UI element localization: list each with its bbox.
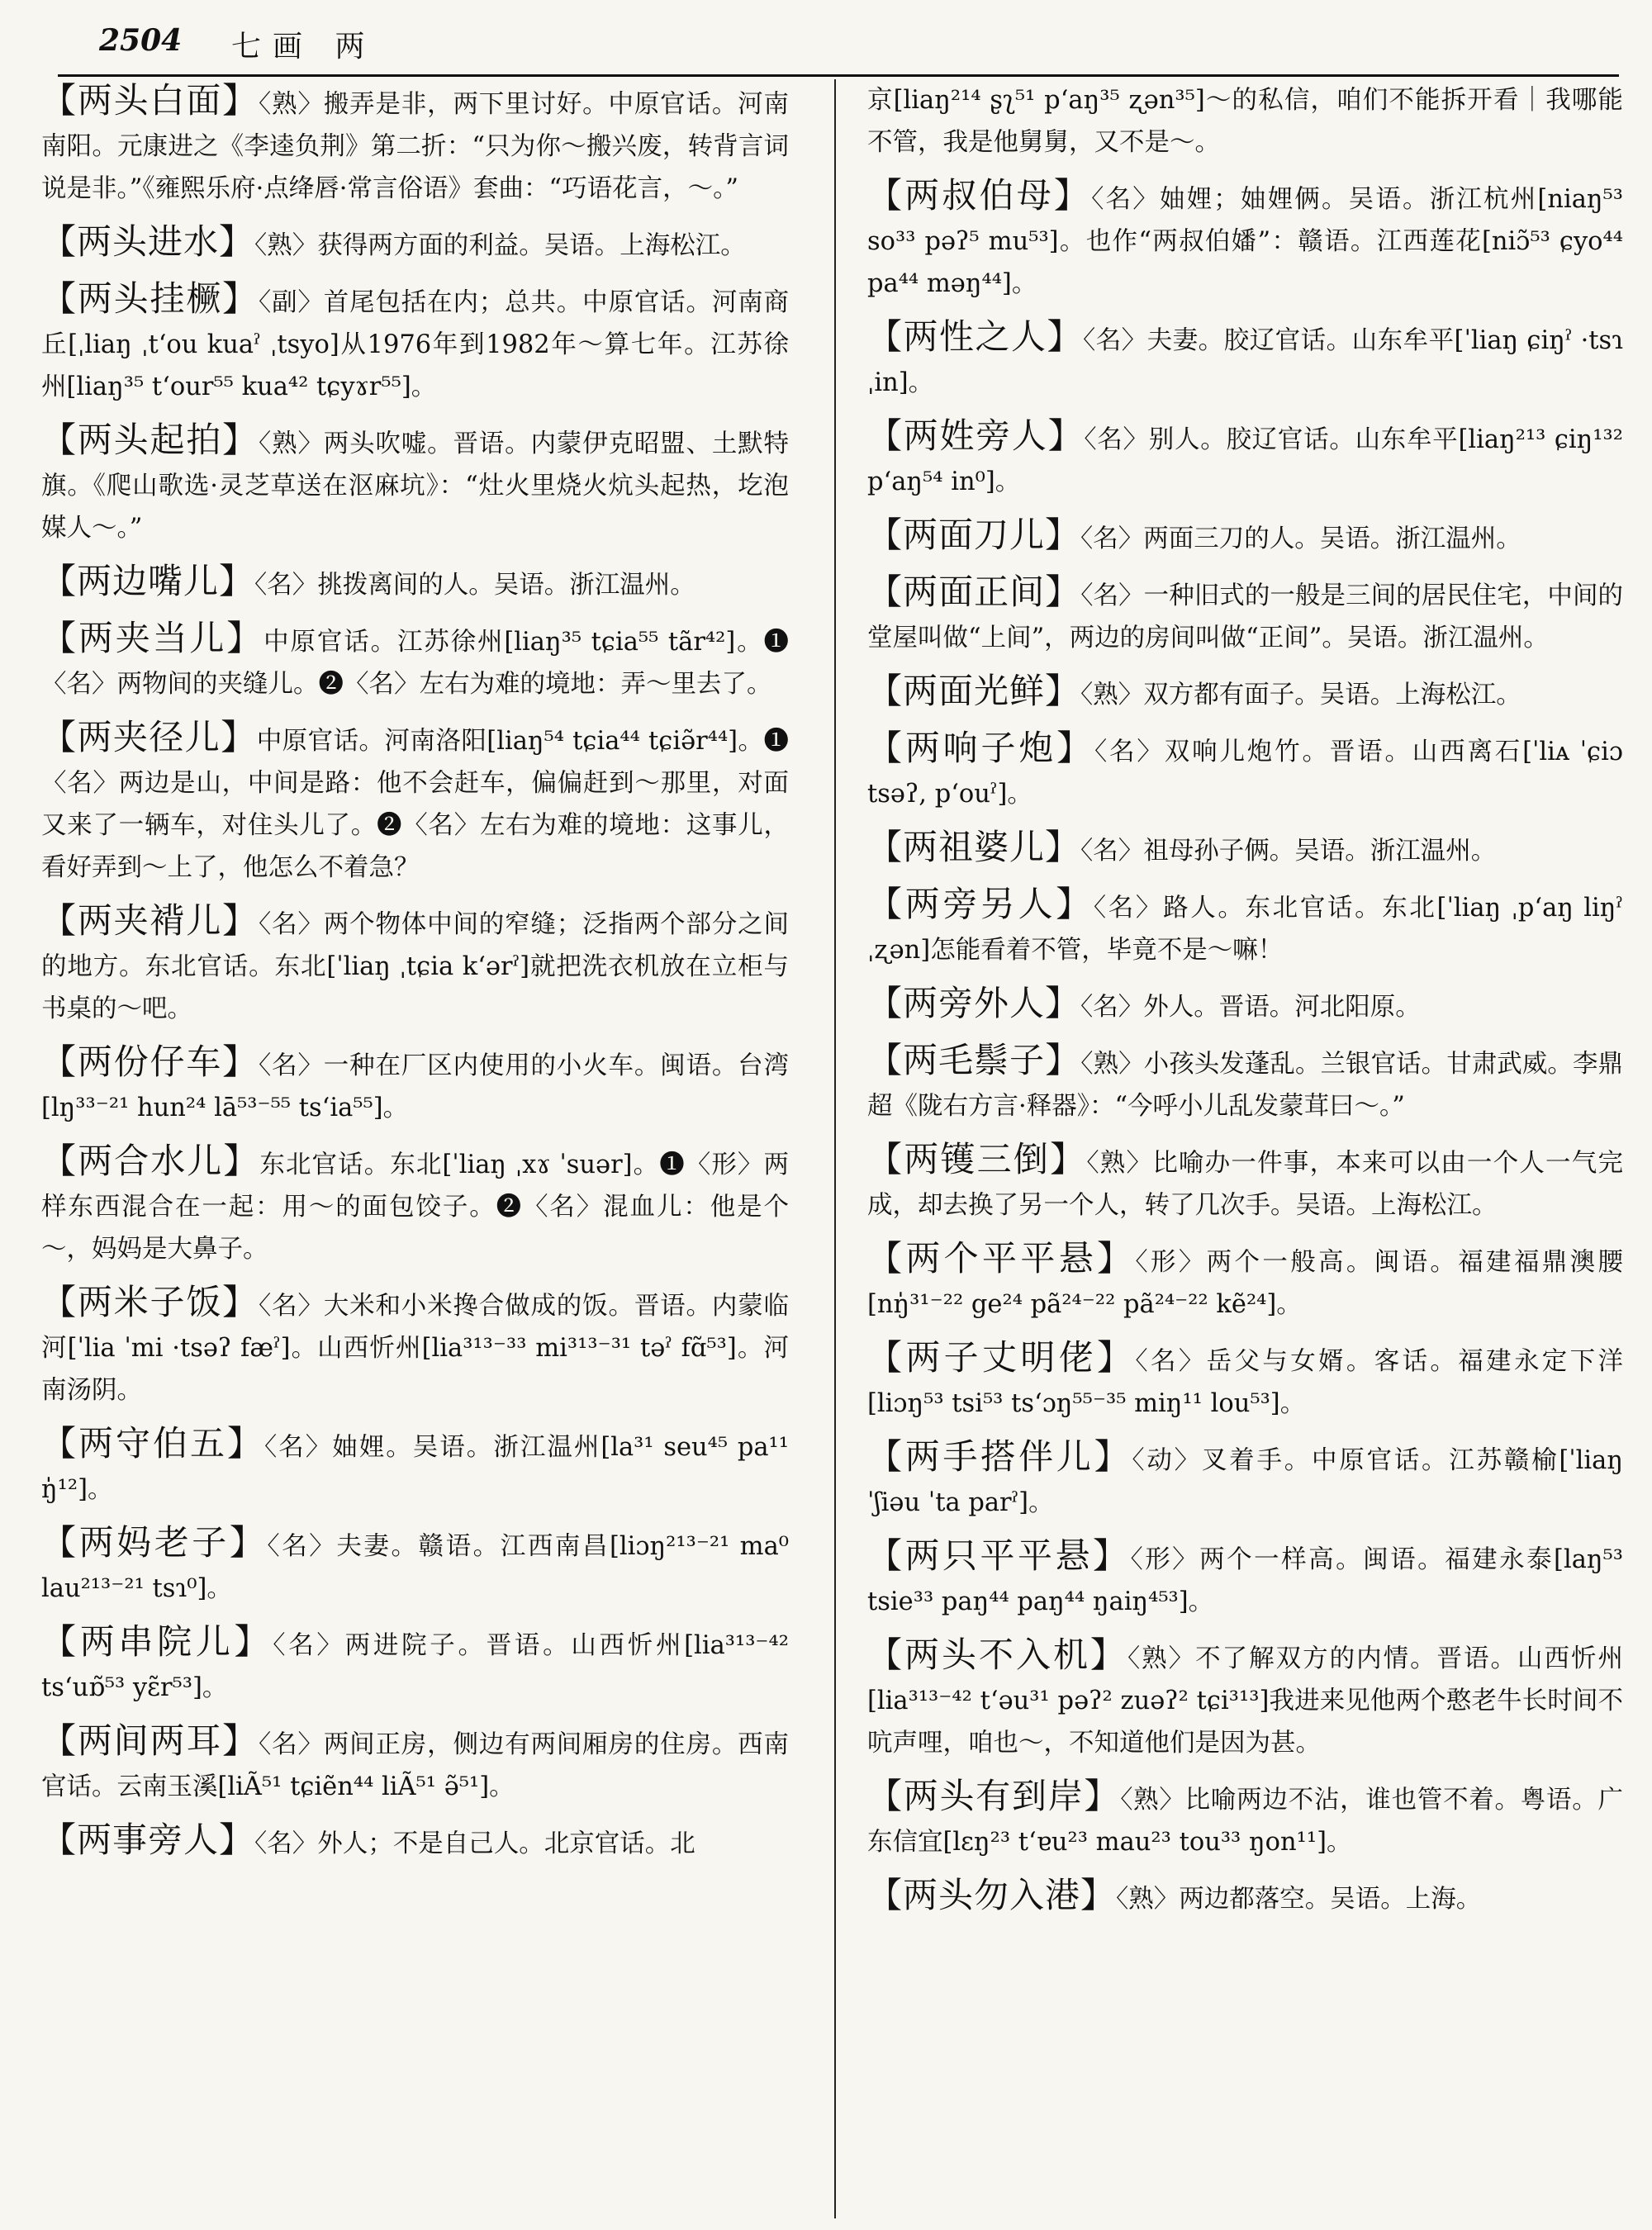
dictionary-entry <box>41 899 789 1030</box>
entry-definition: 〈名〉两个物体中间的窄缝；泛指两个部分之间的地方。东北官话。东北[ˈliaŋ ˌtɕia k‘ərˀ]就把洗衣机放在立柜与书桌的～吧。 <box>41 910 789 1023</box>
entry-headword: 【两妈老子】 <box>41 1522 268 1563</box>
entry-definition: 〈熟〉两边都落空。吴语。上海。 <box>1116 1885 1482 1914</box>
dictionary-entry <box>867 1237 1623 1326</box>
entry-definition: 〈副〉首尾包括在内；总共。中原官话。河南商丘[ˌliaŋ ˌt‘ou kuaˀ ˌtsyo]从1976年到1982年～算七年。江苏徐州[liaŋ³⁵ t‘our⁵⁵ kua⁴² tɕyɤr⁵⁵]。 <box>41 288 789 401</box>
dictionary-entry <box>41 1620 789 1709</box>
entry-definition: 〈熟〉搬弄是非，两下里讨好。中原官话。河南南阳。元康进之《李逵负荆》第二折：“只为你～搬兴废，转背言词说是非。”《雍熙乐府·点绛唇·常言俗语》套曲：“巧语花言，～。” <box>41 90 789 203</box>
entry-definition: 〈名〉两间正房，侧边有两间厢房的住房。西南官话。云南玉溪[liÃ⁵¹ tɕiẽn⁴⁴ liÃ⁵¹ ə̃⁵¹]。 <box>41 1730 789 1801</box>
entry-headword: 【两响子炮】 <box>867 728 1095 768</box>
dictionary-entry <box>41 419 789 549</box>
entry-definition: 中原官话。江苏徐州[liaŋ³⁵ tɕia⁵⁵ tãr⁴²]。❶〈名〉两物间的夹缝儿。❷〈名〉左右为难的境地：弄～里去了。 <box>41 628 789 699</box>
column-divider <box>834 79 836 2218</box>
entry-headword: 【两毛鬃子】 <box>867 1040 1081 1080</box>
entry-definition: 〈名〉夫妻。胶辽官话。山东牟平[ˈliaŋ ɕiŋˀ ·tsɿ ˌin]。 <box>867 326 1623 397</box>
entry-definition: 〈名〉外人；不是自己人。北京官话。北 <box>254 1829 695 1858</box>
entry-definition: 〈名〉双响儿炮竹。晋语。山西离石[ˈliᴀ ˈɕiɔ tsəʔ, p‘ouˀ]。 <box>867 738 1623 809</box>
entry-headword: 【两头勿入港】 <box>867 1875 1117 1915</box>
entry-headword: 【两旁外人】 <box>867 983 1081 1023</box>
entry-headword: 【两份仔车】 <box>41 1041 259 1082</box>
dictionary-entry <box>41 278 789 408</box>
dictionary-entry <box>41 1281 789 1412</box>
entry-headword: 【两头进水】 <box>41 221 255 262</box>
entry-definition: 〈熟〉获得两方面的利益。吴语。上海松江。 <box>254 231 746 260</box>
entry-definition: 〈名〉两面三刀的人。吴语。浙江温州。 <box>1080 524 1521 553</box>
dictionary-entry <box>867 571 1623 659</box>
entry-definition: 〈名〉挑拨离间的人。吴语。浙江温州。 <box>254 571 695 600</box>
entry-headword: 【两米子饭】 <box>41 1282 259 1322</box>
entry-headword: 【两性之人】 <box>867 316 1083 357</box>
entry-definition: 〈名〉外人。晋语。河北阳原。 <box>1080 993 1421 1022</box>
dictionary-entry <box>41 221 789 267</box>
entry-headword: 【两叔伯母】 <box>867 175 1092 216</box>
entry-headword: 【两间两耳】 <box>41 1720 259 1761</box>
dictionary-entry <box>867 883 1623 971</box>
dictionary-entry <box>41 1819 789 1865</box>
entry-definition: 东北官话。东北[ˈliaŋ ˌxɤ ˈsuər]。❶〈形〉两样东西混合在一起：用～的面包饺子。❷〈名〉混血儿：他是个～，妈妈是大鼻子。 <box>41 1151 789 1264</box>
entry-definition: 〈名〉妯娌；妯娌俩。吴语。浙江杭州[niaŋ⁵³ so³³ pəʔ⁵ mu⁵³]。也作“两叔伯嬏”：赣语。江西莲花[niɔ̃⁵³ ɕyo⁴⁴ pa⁴⁴ məŋ⁴⁴]。 <box>867 185 1623 298</box>
entry-definition: 〈熟〉不了解双方的内情。晋语。山西忻州[lia³¹³⁻⁴² t‘əu³¹ pəʔ² zuəʔ² tɕi³¹³]我进来见他两个憨老牛长时间不吭声哩，咱也～，不知道他们是因为甚。 <box>867 1644 1623 1758</box>
entry-definition: 〈熟〉两头吹嘘。晋语。内蒙伊克昭盟、土默特旗。《爬山歌选·灵芝草送在沤麻坑》：“灶火里烧火炕头起热，圪泡媒人～。” <box>41 429 789 543</box>
entry-headword: 【两祖婆儿】 <box>867 827 1081 867</box>
entry-headword: 【两头挂橛】 <box>41 278 259 319</box>
entry-continuation: 京[liaŋ²¹⁴ ʂʅ⁵¹ p‘aŋ³⁵ ʐən³⁵]～的私信，咱们不能拆开看｜我哪能不管，我是他舅舅，又不是～。 <box>867 86 1623 157</box>
dictionary-entry <box>867 1039 1623 1127</box>
entry-headword: 【两旁另人】 <box>867 884 1094 924</box>
entry-headword: 【两子丈明佬】 <box>867 1337 1136 1378</box>
dictionary-entry <box>867 1435 1623 1524</box>
entry-headword: 【两头有到岸】 <box>867 1776 1121 1816</box>
dictionary-entry <box>867 1874 1623 1920</box>
entry-definition: 〈动〉叉着手。中原官话。江苏赣榆[ˈliaŋ ˈʃiəu ˈta parˀ]。 <box>867 1446 1623 1517</box>
entry-headword: 【两串院儿】 <box>41 1621 273 1662</box>
entry-headword: 【两夹径儿】 <box>41 717 257 757</box>
right-column <box>867 79 1623 2230</box>
entry-headword: 【两守伯五】 <box>41 1423 265 1464</box>
dictionary-entry <box>41 79 789 210</box>
entry-headword: 【两边嘴儿】 <box>41 561 255 601</box>
entry-headword: 【两头起拍】 <box>41 420 259 460</box>
entry-definition: 〈名〉妯娌。吴语。浙江温州[la³¹ seu⁴⁵ pa¹¹ ŋ̍¹²]。 <box>41 1433 789 1504</box>
page-number: 2504 <box>99 23 183 58</box>
entry-definition: 〈熟〉比喻两边不沾，谁也管不着。粤语。广东信宜[lɛŋ²³ t‘ɐu²³ mau²³ tou³³ ŋon¹¹]。 <box>867 1786 1623 1857</box>
dictionary-entry <box>867 1138 1623 1226</box>
entry-headword: 【两事旁人】 <box>41 1820 255 1860</box>
dictionary-entry <box>867 1336 1623 1425</box>
entry-definition: 〈名〉别人。胶辽官话。山东牟平[liaŋ²¹³ ɕiŋ¹³² p‘aŋ⁵⁴ in⁰]。 <box>867 425 1623 496</box>
entry-headword: 【两面光鲜】 <box>867 671 1081 711</box>
dictionary-entry <box>41 1720 789 1808</box>
entry-headword: 【两镬三倒】 <box>867 1139 1087 1179</box>
entry-headword: 【两手搭伴儿】 <box>867 1436 1132 1477</box>
dictionary-entry <box>41 716 789 889</box>
entry-headword: 【两个平平悬】 <box>867 1238 1136 1279</box>
dictionary-entry <box>867 670 1623 716</box>
dictionary-entry <box>867 982 1623 1028</box>
entry-headword: 【两姓旁人】 <box>867 415 1085 456</box>
entry-definition: 〈熟〉比喻办一件事，本来可以由一个人一气完成，却去换了另一个人，转了几次手。吴语。上海松江。 <box>867 1149 1623 1220</box>
entry-headword: 【两面刀儿】 <box>867 515 1081 555</box>
dictionary-entry <box>41 1422 789 1511</box>
entry-headword: 【两夹当儿】 <box>41 618 264 658</box>
entry-definition: 〈熟〉双方都有面子。吴语。上海松江。 <box>1080 681 1521 709</box>
dictionary-entry <box>41 1041 789 1129</box>
dictionary-entry <box>41 560 789 606</box>
section-title: 七画 两 <box>231 30 377 64</box>
entry-definition: 〈形〉两个一样高。闽语。福建永泰[laŋ⁵³ tsie³³ paŋ⁴⁴ paŋ⁴⁴ ŋaiŋ⁴⁵³]。 <box>867 1545 1623 1616</box>
dictionary-entry <box>867 316 1623 404</box>
dictionary-entry <box>867 415 1623 503</box>
dictionary-entry <box>41 1140 789 1270</box>
dictionary-entry <box>41 617 789 705</box>
dictionary-entry <box>867 1634 1623 1764</box>
dictionary-entry <box>867 1775 1623 1863</box>
dictionary-entry <box>867 174 1623 305</box>
left-column <box>41 79 789 2230</box>
entry-definition: 〈名〉岳父与女婿。客话。福建永定下洋[liɔŋ⁵³ tsi⁵³ ts‘ɔŋ⁵⁵⁻³⁵ miŋ¹¹ lou⁵³]。 <box>867 1347 1623 1418</box>
dictionary-entry <box>867 1535 1623 1623</box>
dictionary-entry <box>41 1521 789 1610</box>
entry-definition: 〈名〉一种旧式的一般是三间的居民住宅，中间的堂屋叫做“上间”，两边的房间叫做“正间”。吴语。浙江温州。 <box>867 581 1623 652</box>
entry-headword: 【两只平平悬】 <box>867 1535 1131 1576</box>
entry-headword: 【两头白面】 <box>41 80 259 121</box>
entry-headword: 【两合水儿】 <box>41 1141 260 1181</box>
entry-definition: 〈名〉祖母孙子俩。吴语。浙江温州。 <box>1080 837 1497 866</box>
dictionary-entry <box>867 826 1623 872</box>
page-header <box>58 15 1619 77</box>
entry-definition: 〈名〉路人。东北官话。东北[ˈliaŋ ˌp‘aŋ liŋˀ ˌʐən]怎能看着不管，毕竟不是～嘛！ <box>867 894 1623 965</box>
entry-definition: 〈名〉夫妻。赣语。江西南昌[liɔŋ²¹³⁻²¹ ma⁰ lau²¹³⁻²¹ tsɿ⁰]。 <box>41 1532 789 1603</box>
dictionary-entry <box>867 727 1623 815</box>
entry-definition: 〈形〉两个一般高。闽语。福建福鼎澳腰[nŋ̍³¹⁻²² ge²⁴ pã²⁴⁻²² pã²⁴⁻²² kẽ²⁴]。 <box>867 1248 1623 1319</box>
entry-definition: 〈名〉一种在厂区内使用的小火车。闽语。台湾[lŋ³³⁻²¹ hun²⁴ lā⁵³⁻⁵⁵ ts‘ia⁵⁵]。 <box>41 1051 789 1122</box>
entry-headword: 【两头不入机】 <box>867 1635 1127 1675</box>
entry-definition: 中原官话。河南洛阳[liaŋ⁵⁴ tɕia⁴⁴ tɕiə̃r⁴⁴]。❶〈名〉两边是山，中间是路：他不会赶车，偏偏赶到～那里，对面又来了一辆车，对住头儿了。❷〈名〉左右为难的境地：这事儿，看好弄到～上了，他怎么不着急？ <box>41 727 789 882</box>
entry-definition: 〈名〉大米和小米搀合做成的饭。晋语。内蒙临河[ˈlia ˈmi ·tsəʔ fæˀ]。山西忻州[lia³¹³⁻³³ mi³¹³⁻³¹ təˀ fɑ̃⁵³]。河南汤阴。 <box>41 1292 789 1405</box>
entry-headword: 【两面正间】 <box>867 572 1081 612</box>
entry-definition: 〈熟〉小孩头发蓬乱。兰银官话。甘肃武威。李鼎超《陇右方言·释器》：“今呼小儿乱发蒙茸曰～。” <box>867 1050 1623 1121</box>
dictionary-entry <box>867 514 1623 560</box>
entry-headword: 【两夹褙儿】 <box>41 900 259 941</box>
entry-definition: 〈名〉两进院子。晋语。山西忻州[lia³¹³⁻⁴² ts‘uɒ̃⁵³ yɛ̃r⁵³]。 <box>41 1631 789 1702</box>
